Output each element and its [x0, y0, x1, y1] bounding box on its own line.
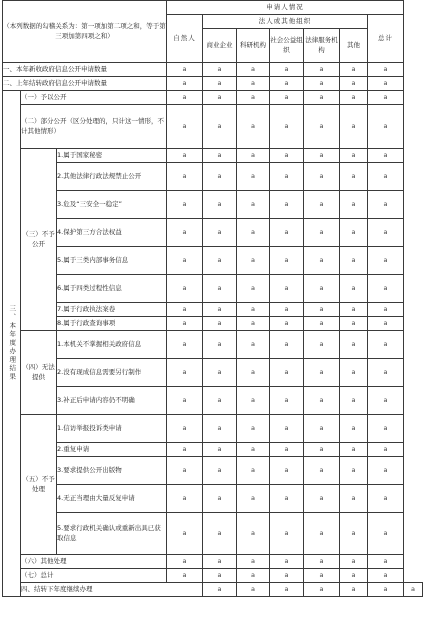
cell: a	[203, 91, 237, 105]
cell: a	[203, 387, 237, 415]
cell: a	[237, 191, 270, 219]
cell: a	[203, 457, 237, 485]
row-label-item: 3.危及“三安全一稳定”	[57, 191, 167, 219]
cell: a	[237, 91, 270, 105]
row-label-item: 4.保护第三方合法权益	[57, 219, 167, 247]
cell: a	[237, 63, 270, 77]
cell: a	[203, 513, 237, 555]
cell: a	[368, 317, 404, 331]
cell: a	[304, 77, 340, 91]
row-label-unavailable: （四）无法提供	[21, 331, 57, 415]
cell: a	[203, 331, 237, 359]
row-label-withheld: （三）不予公开	[21, 149, 57, 331]
cell: a	[404, 583, 423, 597]
cell: a	[237, 457, 270, 485]
cell: a	[304, 387, 340, 415]
cell: a	[304, 219, 340, 247]
row-label-item: 8.属于行政查询事项	[57, 317, 167, 331]
cell: a	[368, 163, 404, 191]
header-total: 总计	[368, 15, 404, 63]
cell: a	[237, 415, 270, 443]
cell: a	[167, 63, 203, 77]
cell: a	[270, 415, 304, 443]
cell: a	[304, 569, 340, 583]
cell: a	[237, 513, 270, 555]
cell: a	[203, 303, 237, 317]
cell: a	[368, 219, 404, 247]
cell: a	[167, 555, 203, 569]
cell: a	[203, 443, 237, 457]
cell: a	[368, 513, 404, 555]
cell: a	[304, 91, 340, 105]
cell: a	[340, 359, 368, 387]
cell: a	[270, 105, 304, 149]
cell: a	[340, 191, 368, 219]
cell: a	[368, 569, 404, 583]
cell: a	[203, 77, 237, 91]
cell: a	[304, 149, 340, 163]
cell: a	[203, 569, 237, 583]
cell: a	[167, 485, 203, 513]
cell: a	[368, 303, 404, 317]
cell: a	[167, 219, 203, 247]
cell: a	[368, 91, 404, 105]
cell: a	[270, 569, 304, 583]
cell: a	[340, 387, 368, 415]
cell: a	[203, 555, 237, 569]
row-label-item: 2.重复申请	[57, 443, 167, 457]
cell: a	[203, 583, 237, 597]
row-label-item: 6.属于四类过程性信息	[57, 275, 167, 303]
row-label-item: 2.没有现成信息需要另行制作	[57, 359, 167, 387]
cell: a	[368, 191, 404, 219]
cell: a	[270, 77, 304, 91]
cell: a	[270, 191, 304, 219]
cell: a	[237, 275, 270, 303]
header-natural-person: 自然人	[167, 15, 203, 63]
cell: a	[304, 63, 340, 77]
cell: a	[237, 77, 270, 91]
cell: a	[340, 513, 368, 555]
disclosure-table	[2, 0, 423, 597]
cell: a	[368, 583, 404, 597]
cell: a	[340, 63, 368, 77]
cell: a	[304, 331, 340, 359]
cell: a	[368, 443, 404, 457]
row-label-item: 1.信访举报投诉类申请	[57, 415, 167, 443]
row-label-not-processed: （五）不予处理	[21, 415, 57, 555]
cell: a	[368, 555, 404, 569]
cell: a	[304, 485, 340, 513]
cell: a	[270, 443, 304, 457]
cell: a	[368, 275, 404, 303]
cell: a	[237, 149, 270, 163]
cell: a	[237, 331, 270, 359]
cell: a	[340, 443, 368, 457]
cell: a	[203, 105, 237, 149]
cell: a	[270, 387, 304, 415]
cell: a	[368, 359, 404, 387]
cell: a	[167, 149, 203, 163]
cell: a	[340, 457, 368, 485]
header-research: 科研机构	[237, 29, 270, 63]
cell: a	[237, 359, 270, 387]
cell: a	[340, 331, 368, 359]
cell: a	[167, 275, 203, 303]
cell: a	[340, 555, 368, 569]
cell: a	[167, 91, 203, 105]
cell: a	[270, 513, 304, 555]
cell: a	[340, 303, 368, 317]
cell: a	[340, 275, 368, 303]
row-label-other-handling: （六）其他处理	[21, 555, 167, 569]
cell: a	[237, 219, 270, 247]
cell: a	[304, 457, 340, 485]
header-social: 社会公益组织	[270, 29, 304, 63]
cell: a	[304, 163, 340, 191]
cell: a	[167, 457, 203, 485]
row-label-results: 三、本年度办理结果	[3, 91, 21, 597]
cell: a	[368, 331, 404, 359]
cell: a	[203, 163, 237, 191]
cell: a	[270, 485, 304, 513]
header-other: 其他	[340, 29, 368, 63]
cell: a	[203, 485, 237, 513]
cell: a	[270, 457, 304, 485]
header-note-cell	[3, 1, 167, 63]
cell: a	[304, 105, 340, 149]
cell: a	[237, 485, 270, 513]
cell: a	[270, 275, 304, 303]
cell: a	[340, 317, 368, 331]
cell: a	[368, 247, 404, 275]
cell: a	[304, 317, 340, 331]
cell: a	[340, 583, 368, 597]
cell: a	[340, 219, 368, 247]
cell: a	[237, 387, 270, 415]
cell: a	[270, 555, 304, 569]
cell: a	[237, 569, 270, 583]
cell: a	[368, 387, 404, 415]
row-label-carried: 二、上年结转政府信息公开申请数量	[3, 77, 167, 91]
cell: a	[167, 317, 203, 331]
row-label-item: 7.属于行政执法案卷	[57, 303, 167, 317]
cell: a	[340, 91, 368, 105]
cell: a	[270, 91, 304, 105]
cell: a	[304, 275, 340, 303]
cell: a	[304, 555, 340, 569]
cell: a	[270, 163, 304, 191]
cell: a	[304, 303, 340, 317]
header-legal-group: 法人或其他组织	[203, 15, 368, 29]
cell: a	[167, 247, 203, 275]
cell: a	[340, 149, 368, 163]
cell: a	[203, 191, 237, 219]
cell: a	[368, 77, 404, 91]
cell: a	[304, 583, 340, 597]
row-label-item: 4.无正当理由大量反复申请	[57, 485, 167, 513]
header-applicant: 申请人情况	[167, 1, 404, 15]
cell: a	[167, 331, 203, 359]
cell: a	[167, 105, 203, 149]
cell: a	[340, 485, 368, 513]
cell: a	[167, 77, 203, 91]
row-label-item: 3.要求提供公开出版物	[57, 457, 167, 485]
cell: a	[203, 359, 237, 387]
cell: a	[167, 163, 203, 191]
cell: a	[237, 317, 270, 331]
cell: a	[203, 275, 237, 303]
header-legal-service: 法律服务机构	[304, 29, 340, 63]
cell: a	[167, 513, 203, 555]
cell: a	[368, 149, 404, 163]
cell: a	[368, 105, 404, 149]
cell: a	[270, 219, 304, 247]
cell: a	[203, 317, 237, 331]
cell: a	[368, 415, 404, 443]
row-label-item: 5.属于三类内部事务信息	[57, 247, 167, 275]
row-label-item: 2.其他法律行政法规禁止公开	[57, 163, 167, 191]
cell: a	[368, 457, 404, 485]
row-label-partial: （二）部分公开（区分处理的，只计这一情形，不计其他情形）	[21, 105, 167, 149]
cell: a	[270, 331, 304, 359]
cell: a	[203, 415, 237, 443]
cell: a	[304, 415, 340, 443]
cell: a	[203, 219, 237, 247]
cell: a	[237, 443, 270, 457]
cell: a	[340, 105, 368, 149]
row-label-item: 1.属于国家秘密	[57, 149, 167, 163]
cell: a	[270, 303, 304, 317]
cell: a	[304, 191, 340, 219]
cell: a	[167, 191, 203, 219]
cell: a	[340, 77, 368, 91]
cell: a	[340, 247, 368, 275]
cell: a	[368, 485, 404, 513]
cell: a	[167, 443, 203, 457]
row-label-subtotal: （七）总计	[21, 569, 167, 583]
cell: a	[304, 247, 340, 275]
cell: a	[270, 317, 304, 331]
cell: a	[203, 149, 237, 163]
cell: a	[340, 569, 368, 583]
cell: a	[270, 583, 304, 597]
header-commercial: 商业企业	[203, 29, 237, 63]
cell: a	[340, 415, 368, 443]
cell: a	[203, 63, 237, 77]
row-label-carry-forward: 四、结转下年度继续办理	[21, 583, 203, 597]
row-label-open: （一）予以公开	[21, 91, 167, 105]
cell: a	[203, 247, 237, 275]
cell: a	[237, 105, 270, 149]
cell: a	[270, 359, 304, 387]
cell: a	[304, 443, 340, 457]
cell: a	[270, 63, 304, 77]
cell: a	[304, 359, 340, 387]
cell: a	[167, 387, 203, 415]
cell: a	[270, 149, 304, 163]
header-note: （本列数据的勾稽关系为：第一项加第二项之和，等于第三项加第四项之和）	[3, 22, 166, 40]
row-label-item: 1.本机关不掌握相关政府信息	[57, 331, 167, 359]
row-label-new: 一、本年新收政府信息公开申请数量	[3, 63, 167, 77]
cell: a	[237, 583, 270, 597]
cell: a	[237, 555, 270, 569]
cell: a	[167, 359, 203, 387]
row-label-item: 5.要求行政机关确认或重新出具已获取信息	[57, 513, 167, 555]
cell: a	[237, 303, 270, 317]
cell: a	[167, 569, 203, 583]
cell: a	[340, 163, 368, 191]
cell: a	[237, 163, 270, 191]
cell: a	[304, 513, 340, 555]
cell: a	[167, 303, 203, 317]
cell: a	[167, 415, 203, 443]
cell: a	[368, 63, 404, 77]
row-label-item: 3.补正后申请内容仍不明确	[57, 387, 167, 415]
cell: a	[270, 247, 304, 275]
cell: a	[237, 247, 270, 275]
